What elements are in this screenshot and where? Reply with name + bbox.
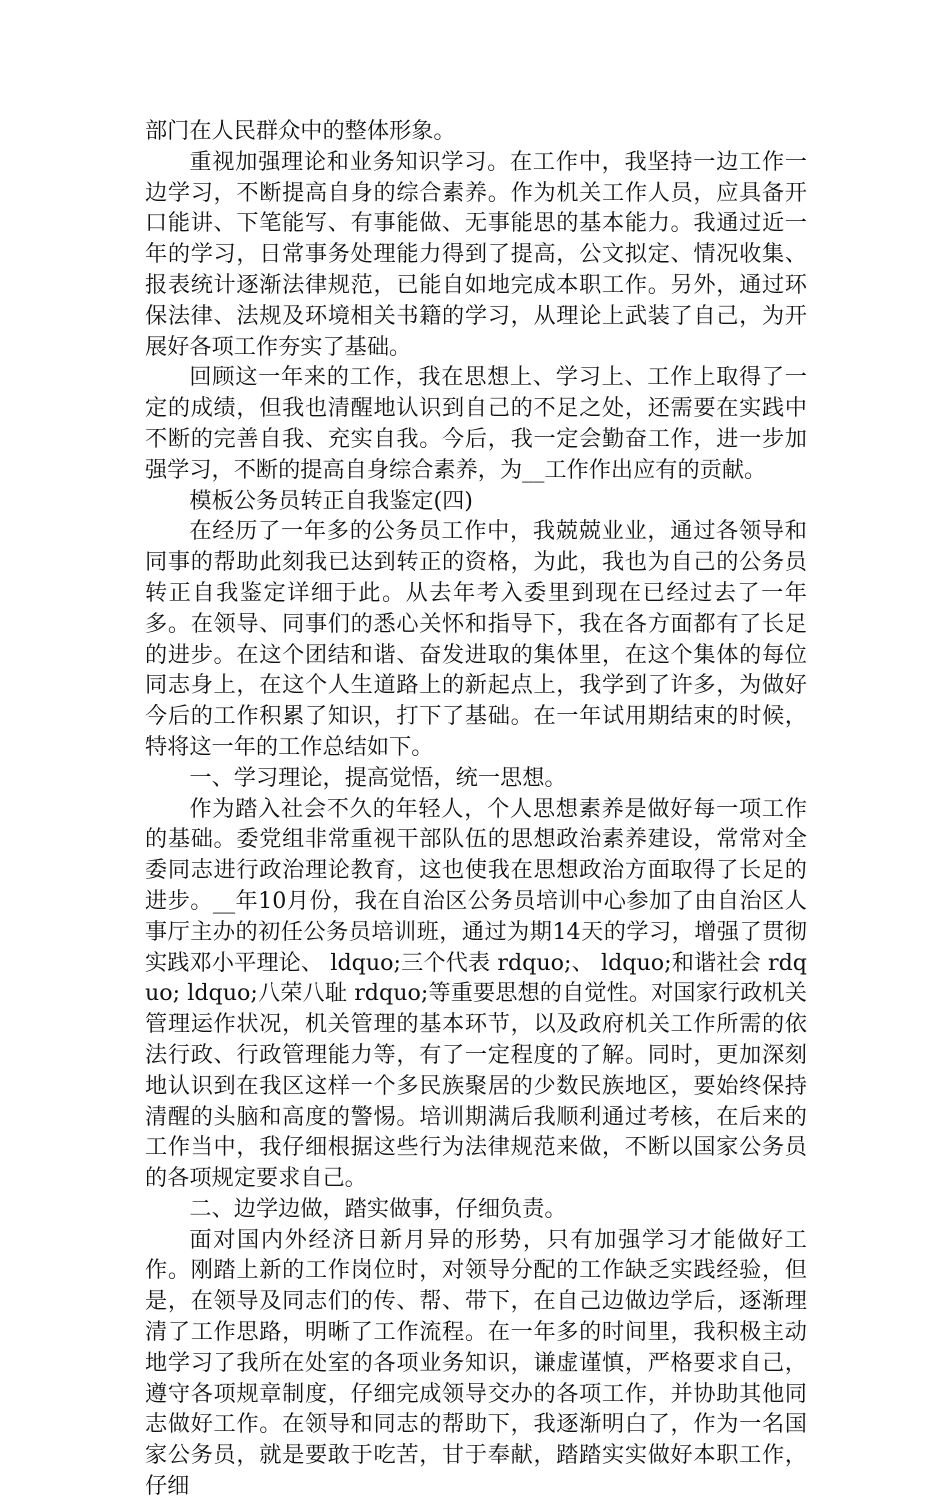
section-heading-template-four: 模板公务员转正自我鉴定(四) [189, 487, 473, 514]
paragraph-experience: 在经历了一年多的公务员工作中，我兢兢业业，通过各领导和同事的帮助此刻我已达到转正的资格，为此，我也为自己的公务员转正自我鉴定详细于此。从去年考入委里到现在已经过去了一年多。在领导、同事们的悉心关怀和指导下，我在各方面都有了长足的进步。在这个团结和谐、奋发进取的集体里，在这个集体的每位同志身上，在这个人生道路上的新起点上，我学到了许多，为做好今后的工作积累了知识，打下了基础。在一年试用期结束的时候，特将这一年的工作总结如下。 [145, 518, 807, 760]
paragraph-study: 重视加强理论和业务知识学习。在工作中，我坚持一边工作一边学习，不断提高自身的综合素养。作为机关工作人员，应具备开口能讲、下笔能写、有事能做、无事能思的基本能力。我通过近一年的学习，日常事务处理能力得到了提高，公文拟定、情况收集、报表统计逐渐法律规范，已能自如地完成本职工作。另外，通过环保法律、法规及环境相关书籍的学习，从理论上武装了自己，为开展好各项工作夯实了基础。 [145, 148, 807, 360]
document-page [145, 116, 807, 1502]
paragraph-theory: 作为踏入社会不久的年轻人，个人思想素养是做好每一项工作的基础。委党组非常重视干部队伍的思想政治素养建设，常常对全委同志进行政治理论教育，这也使我在思想政治方面取得了长足的进步。__年10月份，我在自治区公务员培训中心参加了由自治区人事厅主办的初任公务员培训班，通过为期14天的学习，增强了贯彻实践邓小平理论、 ldquo;三个代表 rdquo;、 ldquo;和谐社会 rdquo; ldquo;八荣八耻 rdquo;等重要思想的自觉性。对国家行政机关管理运作状况，机关管理的基本环节，以及政府机关工作所需的依法行政、行政管理能力等，有了一定程度的了解。同时，更加深刻地认识到在我区这样一个多民族聚居的少数民族地区，要始终保持清醒的头脑和高度的警惕。培训期满后我顺利通过考核，在后来的工作当中，我仔细根据这些行为法律规范来做，不断以国家公务员的各项规定要求自己。 [145, 795, 807, 1192]
subheading-practice: 二、边学边做，踏实做事，仔细负责。 [189, 1195, 567, 1222]
paragraph-review: 回顾这一年来的工作，我在思想上、学习上、工作上取得了一定的成绩，但我也清醒地认识到自己的不足之处，还需要在实践中不断的完善自我、充实自我。今后，我一定会勤奋工作，进一步加强学习，不断的提高自身综合素养，为__工作作出应有的贡献。 [145, 364, 807, 483]
paragraph-practice: 面对国内外经济日新月异的形势，只有加强学习才能做好工作。刚踏上新的工作岗位时，对领导分配的工作缺乏实践经验，但是，在领导及同志们的传、帮、带下，在自己边做边学后，逐渐理清了工作思路，明晰了工作流程。在一年多的时间里，我积极主动地学习了我所在处室的各项业务知识，谦虚谨慎，严格要求自己，遵守各项规章制度，仔细完成领导交办的各项工作，并协助其他同志做好工作。在领导和同志的帮助下，我逐渐明白了，作为一名国家公务员，就是要敢于吃苦，甘于奉献，踏踏实实做好本职工作，仔细 [145, 1226, 807, 1500]
subheading-theory: 一、学习理论，提高觉悟，统一思想。 [189, 764, 567, 791]
paragraph-intro-tail: 部门在人民群众中的整体形象。 [145, 118, 456, 144]
